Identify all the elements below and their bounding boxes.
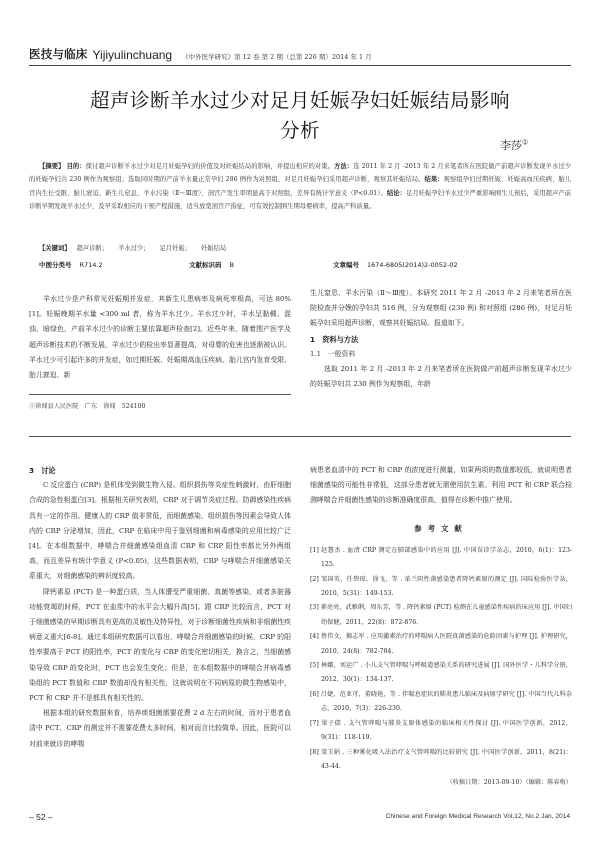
- discussion-heading: 3 讨论: [29, 466, 56, 475]
- affiliation-mark: ①: [522, 138, 529, 147]
- reference-item: [3] 素亮亮，武雅俐，周东芳，等 . 降钙素原 (PCT) 检测在儿童感染性疾病的床应用 [J]. 中国妇幼保健，2011，22(8)：872-876.: [310, 604, 572, 626]
- discussion-paragraph: 根据本组的研究数据来看，培养痰细菌需要花费 2 d 左右的时间，而对于患者血清中 PCT、CRP 的测定并不需要花费太多时间，相对而言比较简单。因此，医院可以对前来就诊的哮喘: [29, 709, 291, 748]
- conclusion-text: 足月妊娠孕妇羊水过少严重影响围生儿预后，采用超声产前诊断早期发现羊水过少，及早采取相应的干预产程措施，适当放宽剖宫产指征，可有效控制围生期母婴病率，提高产科质量。: [29, 189, 572, 211]
- journal-footer: Chinese and Foreign Medical Research Vol.12, No.2 Jan, 2014: [385, 813, 570, 820]
- affiliation-footnote: ①徐闻县人民医院 广东 徐闻 524100: [29, 403, 146, 410]
- clc-number: [39, 260, 103, 269]
- abstract: [29, 160, 571, 214]
- keywords: [39, 243, 234, 252]
- results-text: 观察组孕妇过期妊娠、妊娠高血压疾病、胎儿宫内生长受限、胎儿窘迫、新生儿窒息、羊水污染（Ⅱ～Ⅲ度）、剖宫产发生率明显高于对照组，差异有统计学意义（P<0.01）。: [29, 176, 572, 197]
- author-name: 李莎: [500, 139, 522, 152]
- intro-continuation: 生儿窒息、羊水污染（Ⅱ～Ⅲ度）。本研究 2011 年 2 月 -2013 年 2 月来笔者所在医院检查并分娩的孕妇共 516 例，分为观察组 (230 例) 和对照组 (286 例)，对足月妊娠孕妇采用超声诊断，观察其妊娠结局。报道如下。: [310, 289, 572, 328]
- reference-item: [2] 邹国英，任碧琼，徐飞，等 . 革兰阴性菌感染患者降钙素原的测定 [J]. 国际检验医学杂，2010，5(31)：149-153.: [310, 575, 572, 598]
- doc-code-value: B: [229, 261, 234, 269]
- discussion-paragraph: C 反应蛋白 (CRP) 是机体受到微生物入侵、组织损伤等炎症性刺激时，由肝细胞合成的急性相蛋白[3]。根据相关研究表明，CRP 对于调节炎症过程、防御感染性疾病具有一定的作用。健康人的 CRP 值非常低，而细菌感染、组织损伤等因素会导致人体内的 CRP 分泌增加，因此，CRP 在临床中用于鉴别细菌和病毒感染的应用比较广泛[4]。在本组数据中，哮喘合并细菌感染组血清 CRP 和 CRP 阳性率都比另外两组高，而且差异有统计学意义 (P<0.05)，这些数据表明，CRP 与哮喘合并细菌感染关系重大，对细菌感染的辨识度较高。: [29, 481, 291, 581]
- doc-code-label: 文献标识码: [189, 261, 222, 269]
- running-header: [29, 44, 571, 66]
- author: [500, 137, 528, 153]
- reference-item: [8] 梁玉娟 . 三种雾化吸入法治疗支气管哮喘的比较研究 [J]. 中国医学创新，2011，8(21)：43-44.: [310, 748, 572, 770]
- article-number-value: 1674-6805(2014)2-0052-02: [367, 261, 458, 269]
- keyword: 羊水过少；: [118, 245, 150, 252]
- objective-label: 目的：: [66, 163, 86, 170]
- article-title: [40, 86, 560, 146]
- article-number-label: 文章编号: [333, 261, 359, 269]
- keyword: 妊娠结局: [201, 245, 227, 252]
- clc-value: R714.2: [79, 261, 103, 269]
- title-line-2: 分析: [279, 119, 320, 142]
- discussion-continuation: 病患者血清中的 PCT 和 CRP 的浓度进行测量，如果两项的数值都较低，就说明患者细菌感染的可能性非常低，这部分患者就无需使用抗生素。利用 PCT 和 CRP 联合检测哮喘合并细菌性感染的诊断准确度很高，值得在诊断中推广使用。: [310, 466, 572, 505]
- keywords-label: 【关键词】: [39, 245, 71, 252]
- objective-text: 探讨超声诊断羊水过少对足月妊娠孕妇的价值及对妊娠结局的影响，并提出相应的对策。: [85, 163, 335, 170]
- conclusion-label: 结论：: [386, 189, 406, 197]
- intro-right-column: [310, 286, 572, 392]
- section-1-1-heading: 1.1 一般资料: [310, 349, 356, 358]
- discussion-left-column: [29, 463, 291, 752]
- clc-label: 中图分类号: [39, 261, 72, 269]
- journal-issue: 《中外医学研究》第 12 卷 第 2 期（总第 226 期）2014 年 1 月: [182, 53, 372, 61]
- section-romanization: Yijiyulinchuang: [92, 48, 173, 62]
- title-line-1: 超声诊断羊水过少对足月妊娠孕妇妊娠结局影响: [89, 89, 510, 112]
- section-name: 医技与临床: [29, 47, 88, 61]
- discussion-right-column: [310, 463, 572, 790]
- intro-left-column: [29, 292, 291, 383]
- intro-paragraph: 羊水过少是产科常见妊娠期并发症，其新生儿患病率及病死率极高，可达 80%[1]。妊娠晚期羊水量 <300 ml 者，称为羊水过少。羊水过少时，羊水呈黏稠、混浊、暗绿色，产前羊水过少的诊断主要依靠超声检查[2]。近些年来，随着围产医学及超声诊断技术的不断发展，羊水过少的检出率显著提高，对母婴的危害也逐渐被认识。羊水过少可引起许多的并发症，如过期妊娠、妊娠期高血压疾病、胎儿宫内发育受限、胎儿窘迫、新: [29, 295, 291, 380]
- keyword: 超声诊断；: [76, 245, 108, 252]
- results-label: 结果：: [424, 176, 444, 184]
- section-1-1-paragraph: 选取 2011 年 2 月 -2013 年 2 月来笔者所在医院做产前超声诊断发现羊水过少的妊娠孕妇共 230 例作为观察组，年龄: [310, 365, 572, 389]
- page-break-divider: [29, 436, 571, 437]
- abstract-label: 【摘要】: [39, 163, 65, 170]
- methods-label: 方法：: [334, 163, 354, 170]
- reference-item: [7] 梁子儒 . 支气管哮喘与肺炎支原体感染的临床相关性探讨 [J]. 中国医学创新，2012，9(31)：118-119.: [310, 719, 572, 742]
- reference-item: [5] 林娜，刘运广 . 小儿支气管哮喘与呼吸道感染关系的研究进展 [J]. 国外医学・儿科学分册，2012，30(1)：134-137.: [310, 662, 572, 684]
- document-code: [189, 260, 234, 269]
- article-number: [333, 260, 458, 269]
- discussion-paragraph: 降钙素原 (PCT) 是一种蛋白质，当人体遭受严重细菌、真菌等感染、或者多脏器功能衰竭的时候，PCT 在血浆中的水平会大幅升高[5]。跟 CRP 比较而言，PCT 对于细菌感染的早期诊断具有更高的灵敏性及特异性，对于诊断细菌性疾病和非细菌性疾病意义重大[6-8]。通过本组研究数据可以看出，哮喘合并细菌感染的时候，CRP 的阳性率要高于 PCT 的阳性率，PCT 的变化与 CRP 的变化密切相关，换言之，当细菌感染导致 CRP 的变化时，PCT 也会发生变化；但是，在本组数据中的哮喘合并病毒感染组的 PCT 数值和 CRP 数值却没有相关性，这就说明在不同病原的微生物感染中，PCT 和 CRP 并不是都具有相关性的。: [29, 587, 291, 703]
- footnote-divider: [29, 394, 291, 395]
- page-number: – 52 –: [29, 812, 53, 822]
- reference-item: [6] 吕婕，范亚可，董晓艳，等 . 伴喘息症状的肺炎患儿临床及病原学研究 [J]. 中国当代儿科杂志，2010，7(3)：226-230.: [310, 690, 572, 713]
- section-1-heading: 1 资料与方法: [310, 334, 359, 344]
- reference-item: [4] 蔡伟文，揭志军 . 应用激素治疗的哮喘病人医院真菌感染的危险因素与护理 [J]. 护理研究，2010，24(8)：782-784.: [310, 633, 572, 655]
- keyword: 足月妊娠；: [159, 245, 191, 252]
- reference-item: [1] 赵慧杰 . 血清 CRP 测定在肺部感染中的应用 [J]. 中国误诊学杂志，2010，6(1)：123-125.: [310, 546, 572, 569]
- received-date: （收稿日期：2013-09-10）（编辑：陈春梅）: [446, 779, 572, 787]
- references-heading: 参考文献: [414, 523, 468, 533]
- methods-text: 选 2011 年 2 月 -2013 年 2 月来笔者所在医院做产前超声诊断发现羊水过少的妊娠孕妇共 230 例作为观察组；选取同时期的产前羊水量正常孕妇 286 例作为对照组，对足月妊娠孕妇采用超声诊断，观察其妊娠结局。: [29, 163, 572, 184]
